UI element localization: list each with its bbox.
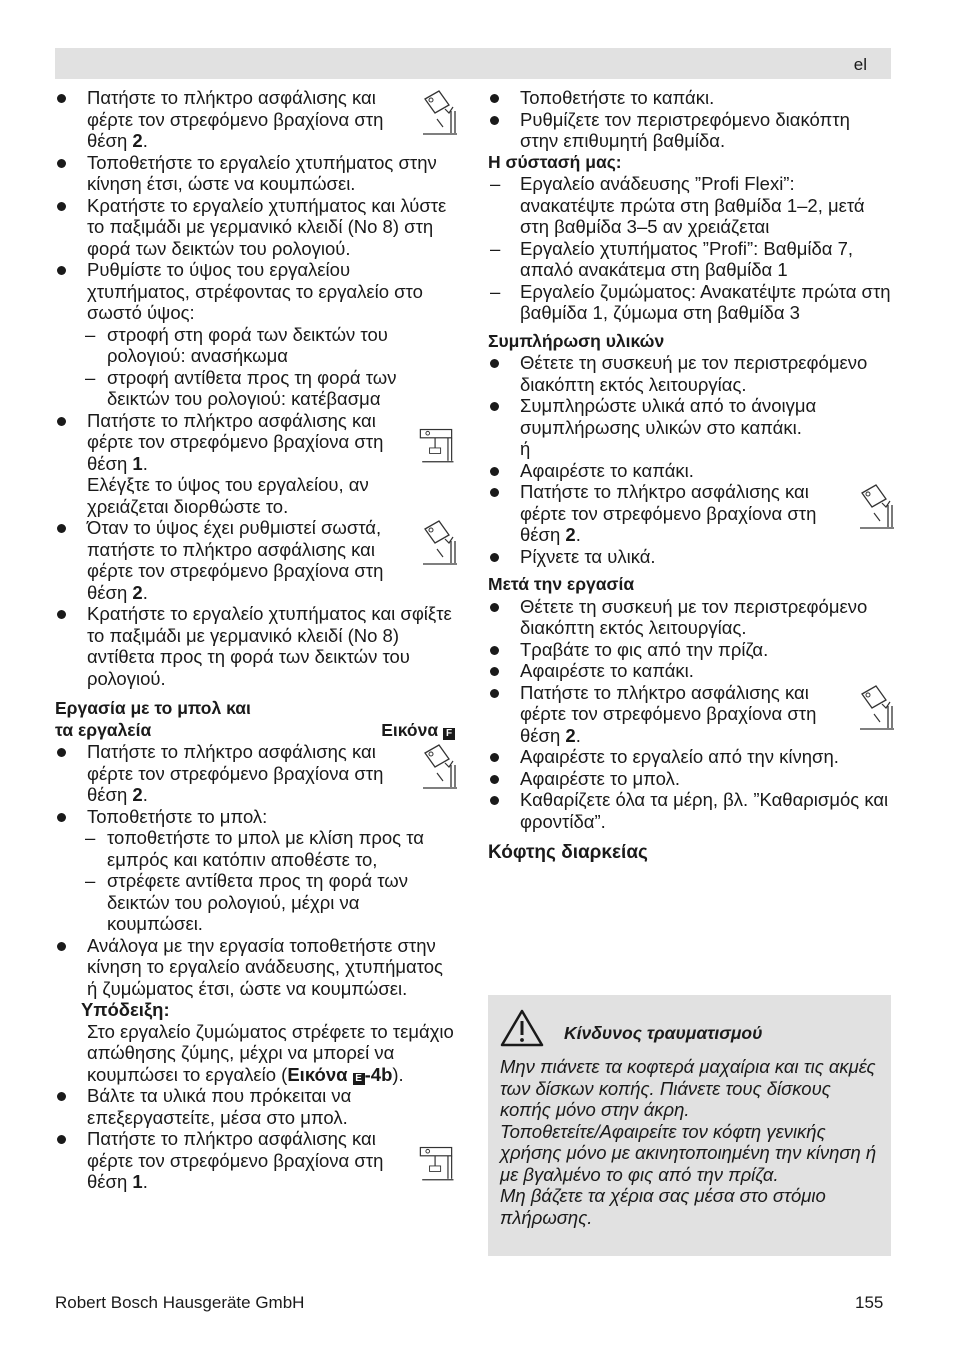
item-end: .: [142, 130, 148, 151]
list-item: Αφαιρέστε το μπολ.: [488, 768, 892, 790]
list-item: [488, 481, 892, 546]
left-list-2: [55, 741, 455, 999]
mixer-arm-up-icon: [854, 684, 896, 734]
left-list-1: [55, 87, 455, 689]
section-title-line2: [55, 720, 455, 742]
figure-label: Εικόνα: [381, 719, 439, 740]
mixer-arm-up-icon: [417, 743, 459, 793]
list-item: Τοποθετήστε το καπάκι.: [488, 87, 892, 109]
sub-list-item: – τοποθετήστε το μπολ με κλίση προς τα εμπρός και κατόπιν αποθέστε το,: [55, 827, 455, 870]
recommendation-item: – Εργαλείο ζυμώματος: Ανακατέψτε πρώτα στη βαθμίδα 1, ζύμωμα στη βαθμίδα 3: [488, 281, 892, 324]
sub-list-item: – στροφή στη φορά των δεικτών του ρολογιού: ανασήκωμα: [55, 324, 455, 367]
list-item: [55, 87, 455, 152]
left-column: [55, 87, 455, 1193]
list-item: Αφαιρέστε το εργαλείο από την κίνηση.: [488, 746, 892, 768]
list-item: Βάλτε τα υλικά που πρόκειται να επεξεργαστείτε, μέσα στο μπολ.: [55, 1085, 455, 1128]
section-title-line1: Εργασία με το μπολ και: [55, 698, 251, 718]
list-item: Κρατήστε το εργαλείο χτυπήματος και λύστε το παξιμάδι με γερμανικό κλειδί (Νο 8) στη φορά των δεικτών του ρολογιού.: [55, 195, 455, 260]
position-number: 2: [565, 524, 576, 545]
list-item: [488, 682, 892, 747]
continuation-text: Ελέγξτε το ύψος του εργαλείου, αν χρειάζεται διορθώστε το.: [87, 474, 369, 517]
list-item: [55, 517, 455, 603]
warning-paragraph: Μην πιάνετε τα κοφτερά μαχαίρια και τις ακμές των δίσκων κοπής. Πιάνετε τους δίσκους κοπής μόνο στην άκρη.: [500, 1056, 876, 1120]
note-ref-tail: -4b: [364, 1063, 393, 1085]
list-item: [55, 741, 455, 806]
warning-paragraph: Μη βάζετε τα χέρια σας μέσα στο στόμιο πλήρωσης.: [500, 1185, 826, 1228]
position-number: 2: [132, 130, 143, 151]
note-body: Στο εργαλείο ζυμώματος στρέφετε το τεμάχιο απώθησης ζύμης, μέχρι να μπορεί να κουμπώσει το εργαλείο (: [87, 1020, 454, 1085]
position-number: 1: [132, 452, 143, 474]
note-close: ).: [392, 1063, 404, 1085]
list-item: Ρυθμίστε το ύψος του εργαλείου χτυπήματος, στρέφοντας το εργαλείο στο σωστό ύψος:: [55, 259, 455, 324]
list-item: Αφαιρέστε το καπάκι.: [488, 660, 892, 682]
recommendation-item: – Εργαλείο ανάδευσης ”Profi Flexi”: ανακατέψτε πρώτα στη βαθμίδα 1–2, μετά στη βαθμίδα 3–5 αν χρειάζεται: [488, 173, 892, 238]
list-item: Καθαρίζετε όλα τα μέρη, βλ. ”Καθαρισμός και φροντίδα”.: [488, 789, 892, 832]
item-text: Πατήστε το πλήκτρο ασφάλισης και φέρτε τον στρεφόμενο βραχίονα στη θέση: [520, 681, 817, 746]
continuation-text: ή: [520, 438, 531, 459]
list-item: Αφαιρέστε το καπάκι.: [488, 460, 892, 482]
warning-title: Κίνδυνος τραυματισμού: [564, 1023, 763, 1043]
note-label: Υπόδειξη:: [81, 999, 170, 1020]
note-block: [55, 999, 455, 1085]
figure-letter-icon: E: [353, 1073, 365, 1085]
item-end: .: [575, 524, 581, 545]
sub-list-item: – στροφή αντίθετα προς τη φορά των δεικτών του ρολογιού: κατέβασμα: [55, 367, 455, 410]
figure-letter-icon: F: [443, 728, 455, 740]
warning-triangle-icon: [500, 1009, 544, 1047]
filling-list: [488, 352, 892, 567]
item-end: .: [142, 784, 148, 805]
list-item: Κρατήστε το εργαλείο χτυπήματος και σφίξτε το παξιμάδι με γερμανικό κλειδί (Νο 8) αντίθετα προς τη φορά των δεικτών του ρολογιού.: [55, 603, 455, 689]
sub-list-item: – στρέφετε αντίθετα προς τη φορά των δεικτών του ρολογιού, μέχρι να κουμπώσει.: [55, 870, 455, 935]
recommendation-list: [488, 173, 892, 324]
item-text: Πατήστε το πλήκτρο ασφάλισης και φέρτε τον στρεφόμενο βραχίονα στη θέση: [520, 481, 817, 545]
list-item: Θέτετε τη συσκευή με τον περιστρεφόμενο διακόπτη εκτός λειτουργίας.: [488, 352, 892, 395]
right-list-1: [488, 87, 892, 152]
item-text: Όταν το ύψος έχει ρυθμιστεί σωστά, πατήστε το πλήκτρο ασφάλισης και φέρτε τον στρεφόμενο βραχίονα στη θέση: [87, 517, 384, 603]
after-work-title: Μετά την εργασία: [488, 574, 635, 594]
list-item: Θέτετε τη συσκευή με τον περιστρεφόμενο διακόπτη εκτός λειτουργίας.: [488, 596, 892, 639]
warning-text: [500, 1056, 885, 1228]
list-item: Ρίχνετε τα υλικά.: [488, 546, 892, 568]
header-bar: [55, 48, 891, 79]
figure-reference: [381, 720, 455, 742]
note-text: [81, 1021, 455, 1086]
mixer-arm-up-icon: [417, 89, 459, 139]
section-title-text: τα εργαλεία: [55, 719, 152, 740]
item-end: .: [142, 1171, 148, 1192]
mixer-arm-down-icon: [413, 1142, 459, 1188]
section-title-slicer: Κόφτης διαρκείας: [488, 842, 648, 863]
footer-company: Robert Bosch Hausgeräte GmbH: [55, 1293, 305, 1312]
mixer-arm-up-icon: [854, 483, 896, 533]
right-column: [488, 87, 892, 864]
warning-box: [488, 995, 891, 1256]
section-bowl-tools: [55, 698, 455, 741]
item-end: .: [142, 581, 148, 603]
footer-page-number: 155: [855, 1293, 884, 1312]
list-item: Τραβάτε το φις από την πρίζα.: [488, 639, 892, 661]
recommendation-item: – Εργαλείο χτυπήματος ”Profi”: Βαθμίδα 7, απαλό ανακάτεμα στη βαθμίδα 1: [488, 238, 892, 281]
item-text: Πατήστε το πλήκτρο ασφάλισης και φέρτε τον στρεφόμενο βραχίονα στη θέση: [87, 87, 384, 151]
note-ref-label: Εικόνα: [287, 1063, 348, 1085]
list-item: Ρυθμίζετε τον περιστρεφόμενο διακόπτη στην επιθυμητή βαθμίδα.: [488, 109, 892, 152]
list-item: Συμπληρώστε υλικά από το άνοιγμα συμπλήρωσης υλικών στο καπάκι.: [488, 395, 892, 438]
position-number: 2: [565, 724, 576, 746]
position-number: 2: [132, 784, 143, 805]
list-item: [55, 1128, 455, 1193]
warning-paragraph: Τοποθετείτε/Αφαιρείτε τον κόφτη γενικής χρήσης μόνο με ακινητοποιημένη την κίνηση ή με βγαλμένο το φις από την πρίζα.: [500, 1120, 877, 1185]
position-number: 1: [132, 1171, 143, 1192]
item-text: Πατήστε το πλήκτρο ασφάλισης και φέρτε τον στρεφόμενο βραχίονα στη θέση: [87, 1128, 384, 1192]
filling-title: Συμπλήρωση υλικών: [488, 330, 665, 351]
recommendation-title: Η σύστασή μας:: [488, 151, 622, 172]
position-number: 2: [132, 581, 143, 603]
item-text: Πατήστε το πλήκτρο ασφάλισης και φέρτε τον στρεφόμενο βραχίονα στη θέση: [87, 741, 384, 805]
list-item: Τοποθετήστε το μπολ:: [55, 806, 455, 828]
list-item: [55, 410, 455, 475]
list-item: Τοποθετήστε το εργαλείο χτυπήματος στην κίνηση έτσι, ώστε να κουμπώσει.: [55, 152, 455, 195]
item-end: .: [142, 452, 148, 474]
item-text: Πατήστε το πλήκτρο ασφάλισης και φέρτε τον στρεφόμενο βραχίονα στη θέση: [87, 409, 384, 474]
mixer-arm-up-icon: [417, 519, 459, 569]
list-item: Ανάλογα με την εργασία τοποθετήστε στην κίνηση το εργαλείο ανάδευσης, χτυπήματος ή ζυμώματος έτσι, ώστε να κουμπώσει.: [55, 935, 455, 1000]
language-code: el: [853, 55, 867, 74]
left-list-3: [55, 1085, 455, 1193]
after-work-list: [488, 596, 892, 833]
mixer-arm-down-icon: [413, 424, 459, 470]
item-end: .: [575, 724, 581, 746]
